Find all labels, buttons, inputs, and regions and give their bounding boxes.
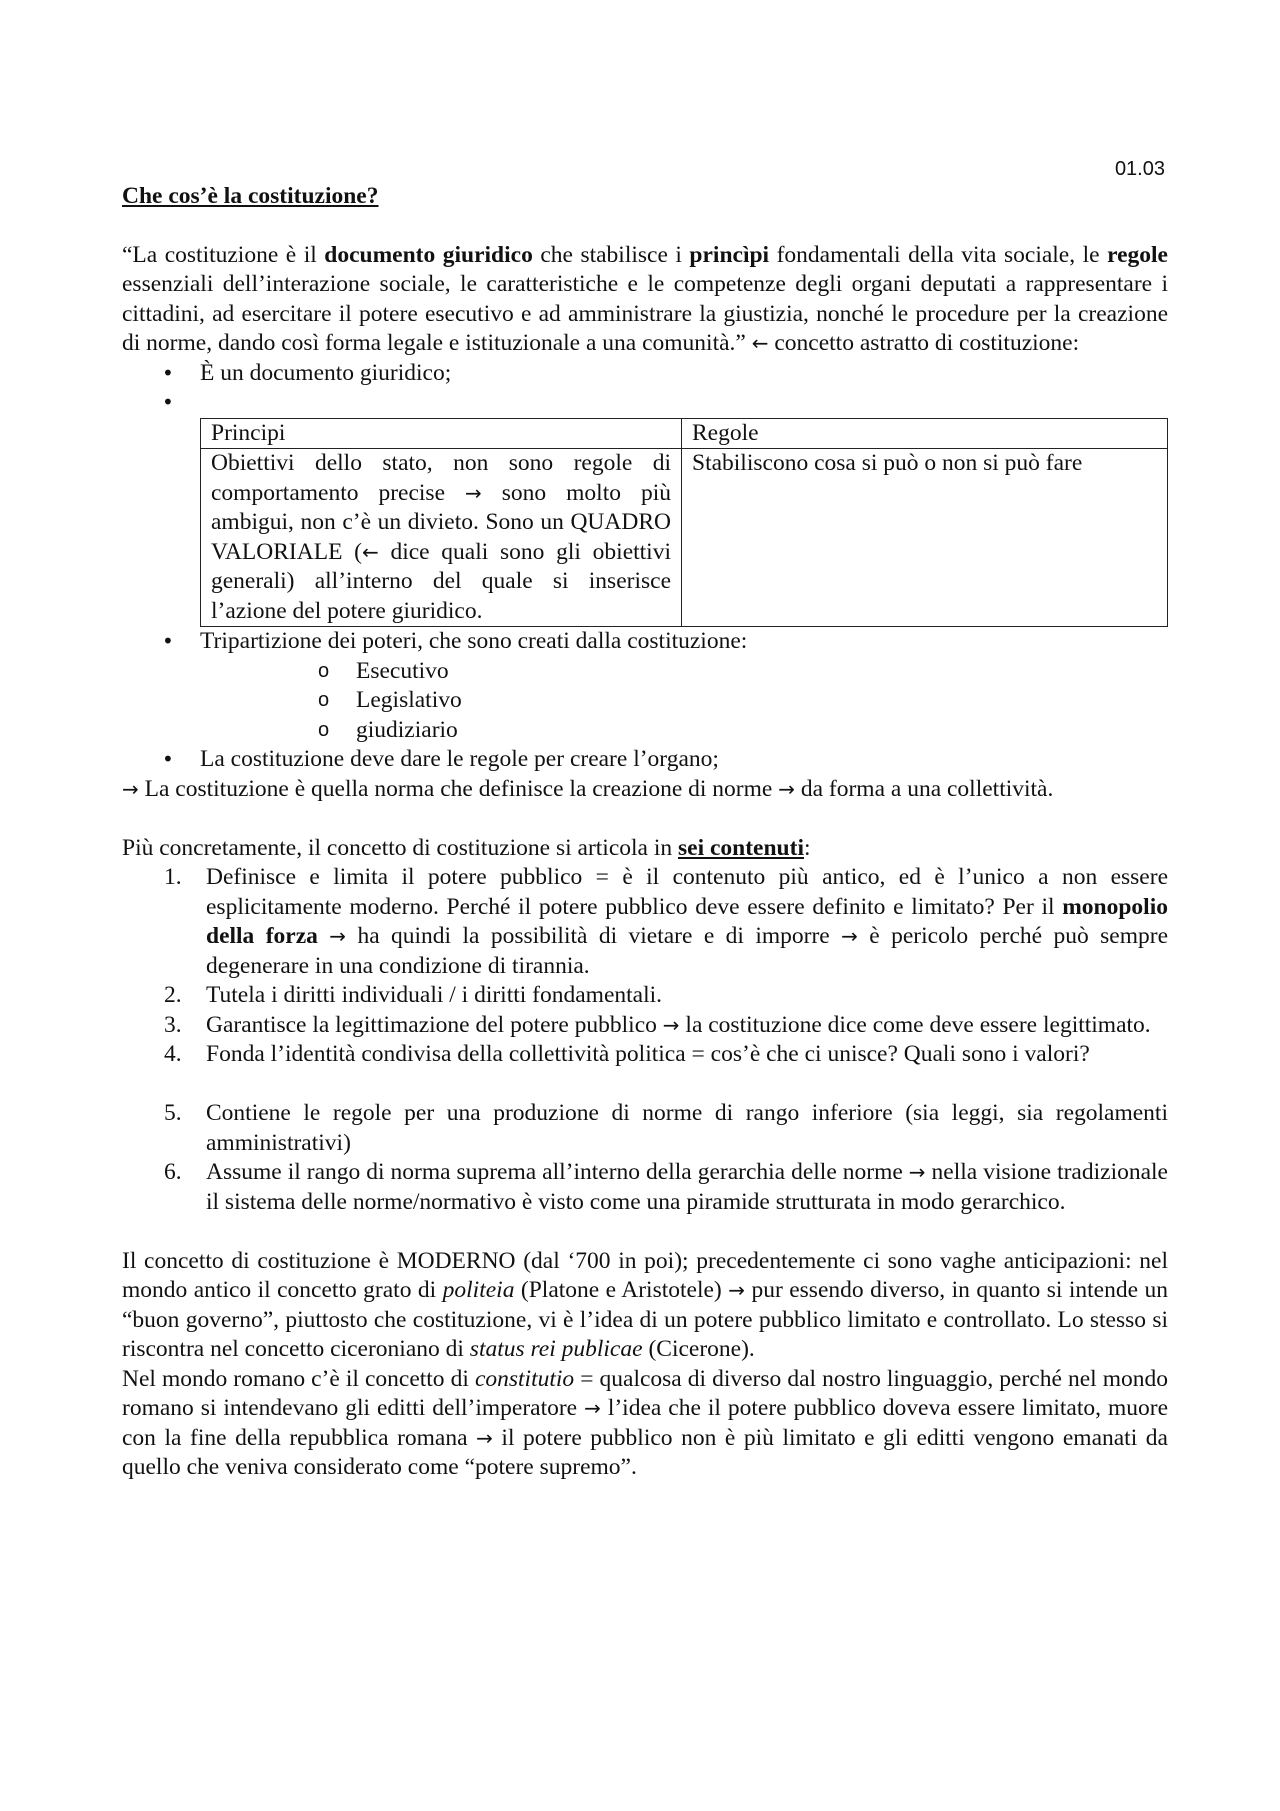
document-body <box>122 182 1168 1483</box>
table-header-cell: Regole <box>682 418 1168 449</box>
list-item <box>122 1099 1168 1158</box>
quote-bold: princìpi <box>689 241 770 268</box>
sub-list-item: o Esecutivo <box>200 657 1168 687</box>
item-number: 3. <box>164 1011 182 1038</box>
list-item-text: Tripartizione dei poteri, che sono creati dalla costituzione: <box>200 628 748 654</box>
quote-text: essenziali dell’interazione sociale, le caratteristiche e le competenze degli organi deputati a rappresentare i cittadini, ad esercitare il potere esecutivo e ad amministrare la giustizia, nonché le procedure per la creazione di norme, dando così forma legale e istituzionale a una comunità.” <box>122 271 1168 356</box>
quote-text: “La costituzione è il <box>122 241 325 268</box>
intro-text: Più concretamente, il concetto di costituzione si articola in <box>122 834 678 861</box>
sub-list-item: o Legislativo <box>200 686 1168 716</box>
definition-quote <box>122 241 1168 359</box>
item-number: 6. <box>164 1159 182 1185</box>
cell-text: Obiettivi dello stato, non sono regole di comportamento precise <box>211 450 671 506</box>
cell-text: dice quali sono gli obiettivi generali) all’interno del quale si inserisce l’azione del potere giuridico. <box>211 538 671 624</box>
table-cell <box>201 449 682 627</box>
history-italic: politeia <box>442 1277 515 1303</box>
list-item-text: La costituzione deve dare le regole per creare l’organo; <box>200 746 719 772</box>
list-item <box>122 863 1168 981</box>
arrow-right-icon: → <box>476 1425 493 1450</box>
history-text: pur essendo diverso, in quanto si intende un “buon governo”, piuttosto che costituzione, vi è l’idea di un potere pubblico limitato e controllato. Lo stesso si riscontra nel concetto ciceroniano di <box>122 1277 1168 1362</box>
list-item <box>122 745 1168 775</box>
arrow-right-icon: → <box>584 1396 601 1420</box>
conclusion-text: da forma a una collettività. <box>794 775 1054 802</box>
bullet-list <box>122 627 1168 775</box>
item-text: Garantisce la legittimazione del potere pubblico <box>206 1011 663 1038</box>
arrow-right-icon: → <box>841 924 858 948</box>
arrow-right-icon: → <box>728 1278 745 1302</box>
spacer <box>122 1217 1168 1247</box>
list-item <box>122 359 1168 389</box>
quote-text: concetto astratto di costituzione: <box>768 330 1080 356</box>
history-text: l’idea che il potere pubblico doveva essere limitato, muore con la fine della repubblica romana <box>122 1395 1168 1451</box>
item-number: 1. <box>164 864 182 890</box>
numbered-list <box>122 863 1168 1217</box>
history-text: Il concetto di costituzione è MODERNO (dal ‘700 in poi); precedentemente ci sono vaghe anticipazioni: nel mondo antico il concetto grato di <box>122 1247 1168 1303</box>
item-text: ha quindi la possibilità di vietare e di imporre <box>346 923 842 949</box>
contents-intro <box>122 834 1168 864</box>
item-text: è pericolo perché può sempre degenerare in una condizione di tirannia. <box>206 923 1169 979</box>
intro-emphasis: sei contenuti <box>678 834 804 861</box>
table-row <box>201 449 1168 627</box>
table-row <box>201 418 1168 449</box>
arrow-right-icon: → <box>778 776 795 801</box>
quote-text: che stabilisce i <box>532 241 690 268</box>
roman-paragraph <box>122 1365 1168 1483</box>
page-date: 01.03 <box>1114 158 1165 180</box>
arrow-right-icon: → <box>329 924 347 948</box>
quote-text: fondamentali della vita sociale, le <box>769 241 1108 268</box>
item-number: 5. <box>164 1100 182 1126</box>
history-text: = qualcosa di diverso dal nostro linguaggio, perché nel mondo romano si intendevano gli editti dell’imperatore <box>122 1365 1168 1421</box>
quote-bold: documento giuridico <box>324 241 533 268</box>
list-item <box>122 388 1168 418</box>
principles-rules-table <box>200 418 1168 628</box>
list-item <box>122 981 1168 1011</box>
spacer <box>122 804 1168 834</box>
item-number: 2. <box>164 982 182 1008</box>
sub-list-item: o giudiziario <box>200 716 1168 746</box>
item-text: Definisce e limita il potere pubblico = è il contenuto più antico, ed è l’unico a non essere esplicitamente moderno. Perché il potere pubblico deve essere definito e limitato? Per il <box>206 864 1168 920</box>
item-text: Fonda l’identità condivisa della collettività politica = cos’è che ci unisce? Quali sono i valori? <box>206 1041 1090 1067</box>
arrow-right-icon: → <box>662 1012 680 1037</box>
history-italic: status rei publicae <box>469 1336 643 1362</box>
list-item <box>122 627 1168 745</box>
spacer <box>122 1070 1168 1100</box>
list-item-text: È un documento giuridico; <box>200 359 452 386</box>
sub-list <box>200 657 1168 746</box>
conclusion-text: La costituzione è quella norma che definisce la creazione di norme <box>138 775 779 802</box>
history-text: Nel mondo romano c’è il concetto di <box>122 1365 475 1392</box>
conclusion-line <box>122 775 1168 805</box>
history-text: (Platone e Aristotele) <box>514 1277 729 1303</box>
item-text: Tutela i diritti individuali / i diritti fondamentali. <box>206 982 663 1008</box>
history-paragraph <box>122 1247 1168 1365</box>
page-title: Che cos’è la costituzione? <box>122 183 379 209</box>
list-item <box>122 1158 1168 1217</box>
history-text: il potere pubblico non è più limitato e gli editti vengono emanati da quello che veniva considerato come “potere supremo”. <box>122 1424 1168 1480</box>
quote-bold: regole <box>1107 241 1168 268</box>
intro-text: : <box>803 834 811 861</box>
cell-text: sono molto più ambigui, non c’è un divieto. Sono un QUADRO VALORIALE ( <box>211 479 671 565</box>
list-item <box>122 1040 1168 1070</box>
arrow-left-icon: ← <box>751 331 769 355</box>
table-header-cell: Principi <box>201 418 682 449</box>
arrow-right-icon: → <box>122 776 139 801</box>
history-italic: constitutio <box>474 1365 575 1392</box>
item-number: 4. <box>164 1041 182 1067</box>
arrow-right-icon: → <box>465 480 482 505</box>
item-text: la costituzione dice come deve essere legittimato. <box>679 1011 1151 1038</box>
arrow-left-icon: ← <box>361 539 379 564</box>
history-text: (Cicerone). <box>642 1336 755 1362</box>
item-bold: monopolio della forza <box>206 893 1168 949</box>
item-text: Assume il rango di norma suprema all’interno della gerarchia delle norme <box>206 1159 909 1185</box>
item-text: Contiene le regole per una produzione di norme di rango inferiore (sia leggi, sia regolamenti amministrativi) <box>206 1100 1168 1156</box>
table-cell: Stabiliscono cosa si può o non si può fare <box>682 449 1168 627</box>
arrow-right-icon: → <box>908 1160 926 1184</box>
bullet-list <box>122 359 1168 418</box>
list-item <box>122 1011 1168 1041</box>
item-text: nella visione tradizionale il sistema delle norme/normativo è visto come una piramide strutturata in modo gerarchico. <box>206 1159 1168 1215</box>
